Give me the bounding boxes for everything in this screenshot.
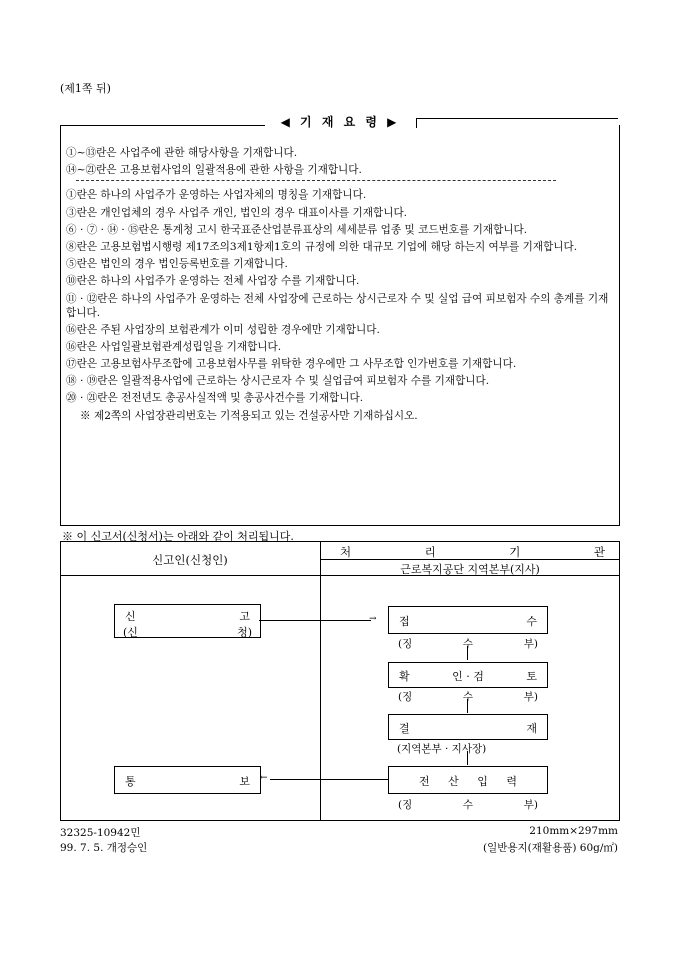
step-data-entry-box: 전 산 입 력 [388, 766, 548, 794]
step-verify-box: 확 인 · 검 토 [388, 662, 548, 688]
step-receipt-dept: (징 수 부) [398, 638, 538, 650]
step-data-entry-dept: (징 수 부) [398, 799, 538, 811]
paper-size: 210mm×297mm [529, 825, 618, 837]
instruction-line: ⑳ · ㉑란은 전전년도 총공사실적액 및 총공사건수를 기재합니다. [66, 392, 364, 405]
processor-sub-header: 근로복지공단 지역본부(지사) [400, 563, 540, 576]
step-receipt-box: 접 수 [388, 606, 548, 634]
process-notice: ※ 이 신고서(신청서)는 아래와 같이 처리됩니다. [62, 530, 294, 543]
arrow-head-right: → [369, 614, 377, 624]
instruction-line: ⑯란은 사업일괄보험관계성립일을 기재합니다. [66, 340, 282, 353]
page-note: (제1쪽 뒤) [60, 82, 111, 95]
instruction-line: ※ 제2쪽의 사업장관리번호는 기적용되고 있는 건설공사만 기재하십시오. [80, 409, 418, 422]
box-top-right-line [416, 118, 618, 119]
notify-box: 통 보 [114, 766, 261, 794]
applicant-box: 신 고 (신 청) [114, 604, 261, 638]
paper-type: (일반용지(재활용품) 60g/㎡) [483, 842, 618, 854]
instruction-line: ①란은 하나의 사업주가 운영하는 사업자체의 명칭을 기재합니다. [66, 189, 367, 202]
flow-arrow-down [467, 646, 468, 660]
instruction-line: ①∼⑬란은 사업주에 관한 해당사항을 기재합니다. [66, 147, 298, 159]
form-number: 32325-10942민 [60, 827, 141, 839]
arrow-head-left: ← [260, 773, 268, 783]
instruction-line: ⑧란은 고용보험법시행령 제17조의3제1항제1호의 규정에 의한 대규모 기업에 해당 하는지 여부를 기재합니다. [66, 240, 578, 253]
flow-arrow-down [467, 699, 468, 713]
step-verify-dept: (징 수 부) [398, 691, 538, 703]
instruction-line: ⑱ · ⑲란은 일괄적용사업에 근로하는 상시근로자 수 및 실업급여 피보험자 수를 기재합니다. [66, 375, 490, 388]
instruction-line: ⑤란은 법인의 경우 법인등록번호를 기재합니다. [66, 258, 288, 271]
instruction-line: ⑪ · ⑫란은 하나의 사업주가 운영하는 전체 사업장에 근로하는 상시근로자 수 및 실업 급여 피보험자 수의 총계를 기재합니다. [66, 292, 609, 319]
instructions-title: ◀ 기 재 요 령 ▶ [280, 115, 400, 129]
instruction-line: ⑩란은 하나의 사업주가 운영하는 전체 사업장 수를 기재합니다. [66, 275, 360, 288]
instruction-line: ⑭∼㉑란은 고용보험사업의 일괄적용에 관한 사항을 기재합니다. [66, 164, 362, 177]
instruction-line: ⑯란은 주된 사업장의 보험관계가 이미 성립한 경우에만 기재합니다. [66, 323, 380, 336]
instruction-line: ③란은 개인업체의 경우 사업주 개인, 법인의 경우 대표이사를 기재합니다. [66, 206, 408, 219]
box-top-left-line [60, 125, 265, 126]
applicant-header: 신고인(신청인) [152, 553, 228, 567]
approval-date: 99. 7. 5. 개정승인 [60, 842, 148, 854]
instruction-line: ⑥ · ⑦ · ⑭ · ⑮란은 통계청 고시 한국표준산업분류표상의 세세분류 업종 및 코드번호를 기재합니다. [66, 223, 528, 236]
box-top-tick [416, 118, 417, 128]
dashed-divider [76, 180, 556, 181]
flow-arrow-down [467, 751, 468, 765]
step-approve-box: 결 재 [388, 714, 548, 740]
flow-arrow-to-receipt [259, 620, 371, 621]
step-approve-dept: (지역본부 · 지사장) [397, 743, 487, 755]
instruction-line: ⑰란은 고용보험사무조합에 고용보험사무를 위탁한 경우에만 그 사무조합 인가번호를 기재합니다. [66, 358, 517, 371]
instructions-list [66, 146, 614, 426]
processor-header: 처 리 기 관 [340, 545, 605, 559]
flow-arrow-to-notify [270, 779, 388, 780]
